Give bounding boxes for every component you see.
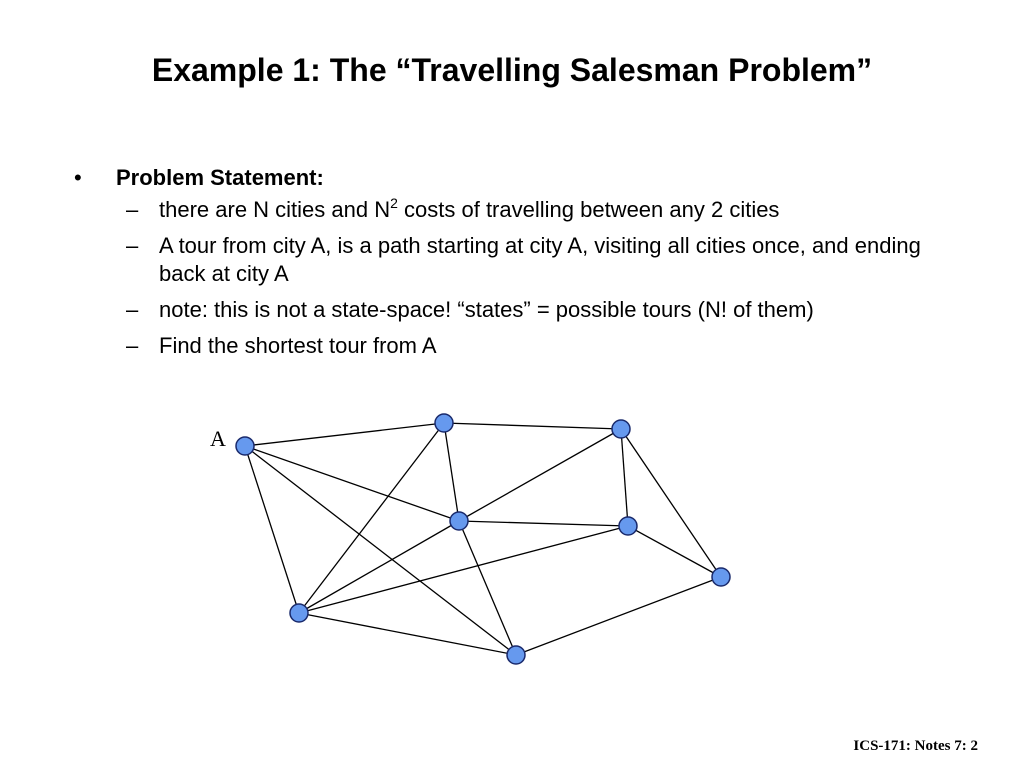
graph-edge: [628, 526, 721, 577]
graph-edge: [245, 446, 459, 521]
graph-nodes: [236, 414, 730, 664]
graph-edge: [245, 446, 516, 655]
slide-title: Example 1: The “Travelling Salesman Problem”: [151, 52, 873, 88]
graph-edge: [299, 521, 459, 613]
costs-text-before: there are N cities and N: [159, 197, 391, 222]
graph-edge: [459, 521, 516, 655]
dash-marker: –: [126, 233, 139, 258]
city-label-a: A: [210, 426, 226, 451]
graph-edge: [245, 446, 299, 613]
graph-edge: [621, 429, 721, 577]
graph-edge: [444, 423, 621, 429]
dash-marker: –: [126, 333, 139, 358]
bullet-marker: •: [74, 165, 82, 190]
graph-edge: [459, 521, 628, 526]
tour-text: A tour from city A, is a path starting at city A, visiting all cities once, and ending back at city A: [159, 233, 921, 286]
city-node: [619, 517, 637, 535]
city-node: [450, 512, 468, 530]
city-node: [290, 604, 308, 622]
city-node: [612, 420, 630, 438]
dash-marker: –: [126, 297, 139, 322]
graph-edge: [245, 423, 444, 446]
graph-edge: [459, 429, 621, 521]
graph-edge: [299, 613, 516, 655]
graph-edge: [299, 526, 628, 613]
problem-statement-heading: Problem Statement:: [116, 165, 324, 190]
city-node-a: [236, 437, 254, 455]
graph-edge: [444, 423, 459, 521]
graph-edges: [245, 423, 721, 655]
dash-marker: –: [126, 197, 139, 222]
city-node: [507, 646, 525, 664]
note-text: note: this is not a state-space! “states” = possible tours (N! of them): [159, 297, 814, 322]
city-node: [712, 568, 730, 586]
costs-superscript: 2: [390, 195, 398, 211]
graph-edge: [621, 429, 628, 526]
costs-text-after: costs of travelling between any 2 cities: [397, 197, 780, 222]
graph-edge: [299, 423, 444, 613]
goal-text: Find the shortest tour from A: [159, 333, 437, 358]
slide-footer: ICS-171: Notes 7: 2: [853, 738, 978, 754]
graph-edge: [516, 577, 721, 655]
city-node: [435, 414, 453, 432]
